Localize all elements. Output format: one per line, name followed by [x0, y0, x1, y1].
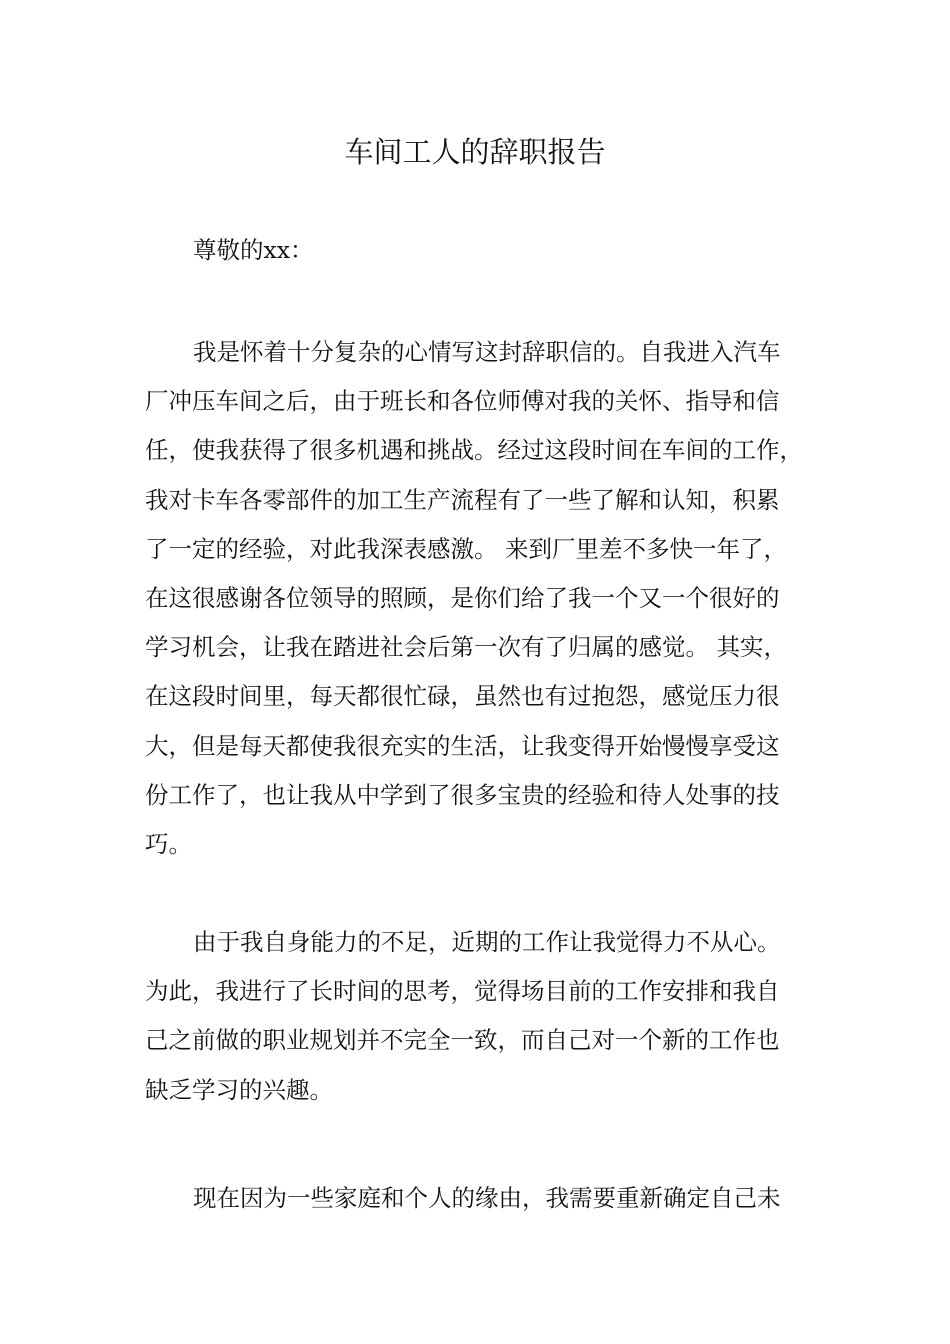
greeting: 尊敬的xx：: [193, 236, 314, 264]
paragraph-line: 了一定的经验，对此我深表感激。 来到厂里差不多快一年了，: [145, 534, 787, 563]
document-title: 车间工人的辞职报告: [344, 135, 606, 169]
paragraph-line: 为此，我进行了长时间的思考，觉得场目前的工作安排和我自: [145, 977, 780, 1006]
paragraph-line: 厂冲压车间之后，由于班长和各位师傅对我的关怀、指导和信: [145, 387, 780, 416]
paragraph-line: 己之前做的职业规划并不完全一致，而自己对一个新的工作也: [145, 1026, 780, 1055]
paragraph-line: 任，使我获得了很多机遇和挑战。经过这段时间在车间的工作，: [145, 436, 803, 465]
paragraph-line: 由于我自身能力的不足，近期的工作让我觉得力不从心。: [193, 928, 781, 956]
paragraph-3: [145, 1174, 835, 1223]
paragraph-line: 我对卡车各零部件的加工生产流程有了一些了解和认知，积累: [145, 485, 780, 514]
paragraph-line: 大，但是每天都使我很充实的生活，让我变得开始慢慢享受这: [145, 731, 780, 760]
paragraph-line: 我是怀着十分复杂的心情写这封辞职信的。自我进入汽车: [193, 338, 781, 366]
paragraph-line: 巧。: [145, 830, 192, 859]
paragraph-line: 现在因为一些家庭和个人的缘由，我需要重新确定自己未: [193, 1184, 781, 1212]
paragraph-1: [145, 328, 835, 869]
paragraph-2: [145, 918, 835, 1115]
paragraph-line: 学习机会，让我在踏进社会后第一次有了归属的感觉。 其实，: [145, 633, 787, 662]
paragraph-line: 在这很感谢各位领导的照顾，是你们给了我一个又一个很好的: [145, 584, 780, 613]
paragraph-line: 份工作了，也让我从中学到了很多宝贵的经验和待人处事的技: [145, 780, 780, 809]
paragraph-line: 缺乏学习的兴趣。: [145, 1075, 333, 1104]
paragraph-line: 在这段时间里，每天都很忙碌，虽然也有过抱怨，感觉压力很: [145, 682, 780, 711]
